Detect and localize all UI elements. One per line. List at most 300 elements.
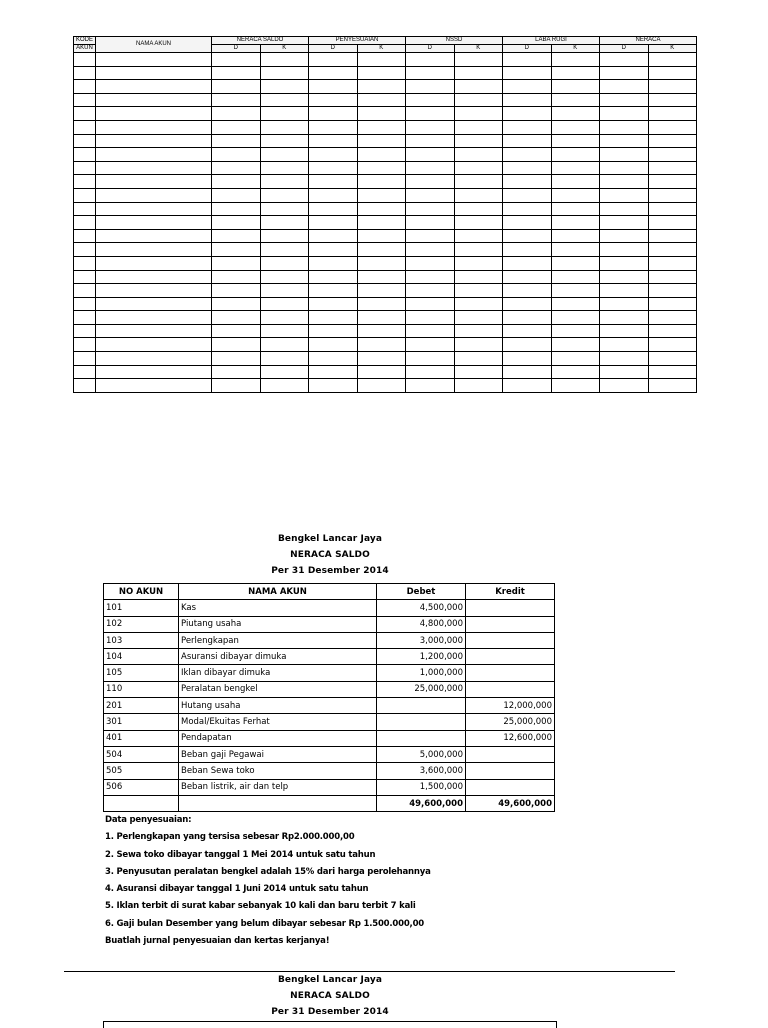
account-credit — [466, 649, 555, 665]
worksheet-cell — [309, 175, 358, 189]
worksheet-cell — [357, 324, 406, 338]
worksheet-cell — [600, 379, 649, 393]
worksheet-cell — [260, 93, 309, 107]
worksheet-cell — [260, 365, 309, 379]
worksheet-cell — [212, 134, 261, 148]
worksheet-cell — [74, 284, 96, 298]
worksheet-cell — [600, 53, 649, 67]
kredit-header: K — [551, 45, 600, 53]
worksheet-cell — [503, 297, 552, 311]
worksheet-cell — [260, 53, 309, 67]
kode-akun-header-top: KODE — [74, 37, 96, 45]
trial-balance-body — [104, 600, 555, 796]
worksheet-cell — [309, 256, 358, 270]
worksheet-cell — [406, 80, 455, 94]
worksheet-cell — [96, 352, 212, 366]
worksheet-cell — [600, 284, 649, 298]
worksheet-cell — [260, 324, 309, 338]
worksheet-cell — [551, 379, 600, 393]
worksheet-cell — [600, 256, 649, 270]
worksheet-cell — [454, 352, 503, 366]
account-row — [104, 746, 555, 762]
kredit-header: K — [454, 45, 503, 53]
account-debit — [377, 698, 466, 714]
worksheet-cell — [260, 379, 309, 393]
repeat-report-period: Per 31 Desember 2014 — [271, 1007, 389, 1017]
worksheet-cell — [74, 229, 96, 243]
total-blank — [104, 795, 179, 811]
worksheet-cell — [96, 53, 212, 67]
account-name: Piutang usaha — [179, 616, 377, 632]
worksheet-cell — [212, 161, 261, 175]
col-nama-akun: NAMA AKUN — [179, 584, 377, 600]
worksheet-row — [74, 80, 697, 94]
worksheet-cell — [357, 229, 406, 243]
worksheet-cell — [96, 188, 212, 202]
worksheet-cell — [454, 175, 503, 189]
repeat-table-top — [103, 1021, 557, 1028]
worksheet-cell — [648, 256, 697, 270]
worksheet-cell — [96, 216, 212, 230]
worksheet-cell — [454, 148, 503, 162]
worksheet-cell — [212, 148, 261, 162]
worksheet-cell — [454, 297, 503, 311]
worksheet-cell — [600, 202, 649, 216]
worksheet-cell — [74, 379, 96, 393]
worksheet-cell — [74, 66, 96, 80]
worksheet-cell — [212, 216, 261, 230]
worksheet-row — [74, 297, 697, 311]
worksheet-cell — [309, 338, 358, 352]
worksheet-cell — [648, 352, 697, 366]
worksheet-cell — [454, 229, 503, 243]
worksheet-cell — [260, 311, 309, 325]
account-number: 504 — [104, 746, 179, 762]
account-name: Modal/Ekuitas Ferhat — [179, 714, 377, 730]
worksheet-cell — [600, 311, 649, 325]
worksheet-cell — [406, 324, 455, 338]
account-debit — [377, 714, 466, 730]
worksheet-cell — [454, 243, 503, 257]
notes-heading: Data penyesuaian: — [105, 815, 192, 825]
worksheet-cell — [74, 324, 96, 338]
worksheet-cell — [309, 311, 358, 325]
account-credit — [466, 681, 555, 697]
account-number: 301 — [104, 714, 179, 730]
worksheet-cell — [357, 161, 406, 175]
account-debit: 3,000,000 — [377, 632, 466, 648]
worksheet-row — [74, 284, 697, 298]
worksheet-cell — [96, 120, 212, 134]
worksheet-cell — [406, 53, 455, 67]
worksheet-cell — [503, 284, 552, 298]
account-credit: 12,600,000 — [466, 730, 555, 746]
worksheet-cell — [600, 352, 649, 366]
debit-header: D — [503, 45, 552, 53]
worksheet-cell — [454, 311, 503, 325]
worksheet-cell — [260, 216, 309, 230]
worksheet-cell — [309, 93, 358, 107]
worksheet-cell — [357, 379, 406, 393]
worksheet-cell — [260, 188, 309, 202]
worksheet-cell — [406, 365, 455, 379]
account-number: 103 — [104, 632, 179, 648]
report-period: Per 31 Desember 2014 — [271, 566, 389, 576]
worksheet-cell — [357, 338, 406, 352]
worksheet-cell — [648, 243, 697, 257]
worksheet-cell — [648, 202, 697, 216]
worksheet-cell — [551, 338, 600, 352]
worksheet-cell — [357, 297, 406, 311]
worksheet-cell — [357, 216, 406, 230]
worksheet-cell — [96, 297, 212, 311]
worksheet-row — [74, 161, 697, 175]
worksheet-cell — [600, 270, 649, 284]
worksheet-cell — [454, 120, 503, 134]
worksheet-cell — [551, 229, 600, 243]
worksheet-cell — [406, 148, 455, 162]
worksheet-cell — [406, 243, 455, 257]
worksheet-cell — [648, 53, 697, 67]
worksheet-cell — [600, 216, 649, 230]
worksheet-cell — [309, 66, 358, 80]
worksheet-cell — [406, 202, 455, 216]
worksheet-cell — [96, 134, 212, 148]
repeat-report-title: NERACA SALDO — [290, 991, 370, 1001]
worksheet-cell — [600, 324, 649, 338]
account-name: Perlengkapan — [179, 632, 377, 648]
account-credit — [466, 746, 555, 762]
worksheet-cell — [212, 120, 261, 134]
worksheet-cell — [309, 284, 358, 298]
worksheet-row — [74, 202, 697, 216]
note-item: 6. Gaji bulan Desember yang belum dibayar sebesar Rp 1.500.000,00 — [105, 918, 425, 929]
worksheet-cell — [600, 297, 649, 311]
debit-header: D — [600, 45, 649, 53]
worksheet-cell — [648, 107, 697, 121]
worksheet-cell — [357, 256, 406, 270]
worksheet-cell — [260, 161, 309, 175]
worksheet-cell — [260, 148, 309, 162]
worksheet-cell — [551, 134, 600, 148]
account-credit — [466, 600, 555, 616]
account-number: 201 — [104, 698, 179, 714]
worksheet-cell — [260, 284, 309, 298]
worksheet-cell — [309, 229, 358, 243]
worksheet-cell — [503, 175, 552, 189]
worksheet-cell — [600, 161, 649, 175]
worksheet-row — [74, 270, 697, 284]
account-row — [104, 681, 555, 697]
worksheet-row — [74, 107, 697, 121]
worksheet-cell — [212, 379, 261, 393]
worksheet-row — [74, 188, 697, 202]
col-debet: Debet — [377, 584, 466, 600]
account-credit: 12,000,000 — [466, 698, 555, 714]
worksheet-cell — [503, 379, 552, 393]
worksheet-cell — [454, 270, 503, 284]
worksheet-cell — [503, 338, 552, 352]
worksheet-row — [74, 120, 697, 134]
worksheet-cell — [648, 134, 697, 148]
account-row — [104, 600, 555, 616]
worksheet-cell — [503, 352, 552, 366]
worksheet-cell — [454, 188, 503, 202]
worksheet-cell — [212, 229, 261, 243]
debit-header: D — [406, 45, 455, 53]
account-credit — [466, 665, 555, 681]
worksheet-cell — [212, 107, 261, 121]
account-credit — [466, 616, 555, 632]
worksheet-cell — [212, 311, 261, 325]
worksheet-cell — [260, 256, 309, 270]
worksheet-body — [74, 53, 697, 393]
worksheet-cell — [454, 202, 503, 216]
worksheet-cell — [309, 107, 358, 121]
col-no-akun: NO AKUN — [104, 584, 179, 600]
account-row — [104, 665, 555, 681]
worksheet-cell — [212, 324, 261, 338]
worksheet-cell — [357, 107, 406, 121]
worksheet-cell — [454, 324, 503, 338]
worksheet-cell — [503, 311, 552, 325]
worksheet-cell — [212, 80, 261, 94]
worksheet-cell — [551, 256, 600, 270]
worksheet-cell — [406, 284, 455, 298]
worksheet-cell — [357, 80, 406, 94]
worksheet-cell — [212, 352, 261, 366]
worksheet-cell — [406, 256, 455, 270]
account-debit: 4,800,000 — [377, 616, 466, 632]
worksheet-cell — [260, 120, 309, 134]
worksheet-row — [74, 365, 697, 379]
worksheet-cell — [357, 202, 406, 216]
worksheet-row — [74, 229, 697, 243]
worksheet-cell — [96, 161, 212, 175]
worksheet-cell — [357, 175, 406, 189]
worksheet-cell — [600, 120, 649, 134]
worksheet-cell — [648, 229, 697, 243]
worksheet-cell — [406, 270, 455, 284]
account-row — [104, 730, 555, 746]
worksheet-cell — [96, 256, 212, 270]
worksheet-cell — [309, 53, 358, 67]
worksheet-cell — [260, 270, 309, 284]
worksheet-cell — [309, 80, 358, 94]
worksheet-row — [74, 53, 697, 67]
worksheet-row — [74, 134, 697, 148]
worksheet-cell — [309, 324, 358, 338]
account-name: Beban Sewa toko — [179, 763, 377, 779]
worksheet-cell — [357, 284, 406, 298]
worksheet-cell — [551, 202, 600, 216]
account-name: Peralatan bengkel — [179, 681, 377, 697]
worksheet-cell — [503, 243, 552, 257]
worksheet-cell — [551, 53, 600, 67]
worksheet-cell — [454, 161, 503, 175]
worksheet-cell — [600, 243, 649, 257]
worksheet-cell — [648, 297, 697, 311]
account-name: Beban gaji Pegawai — [179, 746, 377, 762]
worksheet-cell — [406, 311, 455, 325]
note-item: 3. Penyusutan peralatan bengkel adalah 15% dari harga perolehannya — [105, 866, 431, 877]
worksheet-cell — [357, 243, 406, 257]
worksheet-cell — [551, 270, 600, 284]
account-number: 102 — [104, 616, 179, 632]
account-name: Beban listrik, air dan telp — [179, 779, 377, 795]
worksheet-row — [74, 338, 697, 352]
worksheet-cell — [503, 324, 552, 338]
worksheet-cell — [503, 256, 552, 270]
worksheet-cell — [454, 284, 503, 298]
worksheet-cell — [309, 134, 358, 148]
worksheet-row — [74, 324, 697, 338]
worksheet-cell — [600, 148, 649, 162]
worksheet-cell — [309, 352, 358, 366]
worksheet-cell — [74, 148, 96, 162]
account-debit: 25,000,000 — [377, 681, 466, 697]
worksheet-cell — [212, 297, 261, 311]
worksheet-cell — [309, 270, 358, 284]
worksheet-cell — [260, 134, 309, 148]
worksheet-cell — [212, 256, 261, 270]
worksheet-cell — [551, 107, 600, 121]
worksheet-cell — [648, 161, 697, 175]
worksheet-cell — [454, 338, 503, 352]
worksheet-cell — [260, 243, 309, 257]
total-credit: 49,600,000 — [466, 795, 555, 811]
note-item: 4. Asuransi dibayar tanggal 1 Juni 2014 untuk satu tahun — [105, 884, 369, 895]
worksheet-cell — [96, 93, 212, 107]
worksheet-cell — [406, 297, 455, 311]
worksheet-cell — [96, 66, 212, 80]
worksheet-cell — [74, 270, 96, 284]
worksheet-row — [74, 256, 697, 270]
worksheet-cell — [648, 80, 697, 94]
account-name: Asuransi dibayar dimuka — [179, 649, 377, 665]
worksheet-cell — [357, 134, 406, 148]
worksheet-cell — [357, 365, 406, 379]
worksheet-cell — [212, 243, 261, 257]
worksheet-cell — [648, 338, 697, 352]
worksheet-row — [74, 66, 697, 80]
worksheet-cell — [74, 311, 96, 325]
account-row — [104, 616, 555, 632]
worksheet-cell — [648, 175, 697, 189]
worksheet-cell — [357, 93, 406, 107]
worksheet-cell — [74, 120, 96, 134]
company-name: Bengkel Lancar Jaya — [277, 534, 383, 544]
worksheet-cell — [503, 107, 552, 121]
worksheet-cell — [454, 134, 503, 148]
worksheet-cell — [648, 324, 697, 338]
account-number: 505 — [104, 763, 179, 779]
kredit-header: K — [260, 45, 309, 53]
group-header: LABA RUGI — [503, 37, 600, 45]
worksheet-cell — [357, 352, 406, 366]
worksheet-cell — [551, 324, 600, 338]
worksheet-cell — [74, 134, 96, 148]
adjustment-notes — [105, 812, 431, 950]
account-row — [104, 714, 555, 730]
worksheet-cell — [74, 202, 96, 216]
worksheet-cell — [406, 175, 455, 189]
worksheet-cell — [309, 216, 358, 230]
worksheet-cell — [406, 379, 455, 393]
worksheet-cell — [357, 53, 406, 67]
account-debit: 1,000,000 — [377, 665, 466, 681]
worksheet-cell — [648, 120, 697, 134]
worksheet-cell — [551, 120, 600, 134]
worksheet-table — [73, 36, 697, 393]
worksheet-cell — [600, 365, 649, 379]
worksheet-cell — [454, 53, 503, 67]
worksheet-cell — [96, 175, 212, 189]
report-title: NERACA SALDO — [290, 550, 370, 560]
worksheet-cell — [96, 243, 212, 257]
account-number: 110 — [104, 681, 179, 697]
col-kredit: Kredit — [466, 584, 555, 600]
worksheet-cell — [600, 107, 649, 121]
note-item: 5. Iklan terbit di surat kabar sebanyak 10 kali dan baru terbit 7 kali — [105, 901, 416, 912]
note-item: 1. Perlengkapan yang tersisa sebesar Rp2.000.000,00 — [105, 832, 355, 843]
worksheet-cell — [96, 324, 212, 338]
worksheet-cell — [406, 161, 455, 175]
worksheet-cell — [503, 365, 552, 379]
worksheet-cell — [74, 256, 96, 270]
worksheet-cell — [551, 175, 600, 189]
worksheet-cell — [600, 229, 649, 243]
worksheet-cell — [648, 216, 697, 230]
worksheet-cell — [406, 352, 455, 366]
worksheet-cell — [74, 216, 96, 230]
worksheet-cell — [600, 66, 649, 80]
worksheet-cell — [309, 202, 358, 216]
worksheet-cell — [503, 148, 552, 162]
account-credit — [466, 779, 555, 795]
worksheet-cell — [96, 284, 212, 298]
page-divider — [64, 971, 675, 972]
account-credit — [466, 632, 555, 648]
worksheet-cell — [648, 311, 697, 325]
worksheet-cell — [96, 202, 212, 216]
worksheet-cell — [309, 161, 358, 175]
worksheet-cell — [309, 365, 358, 379]
worksheet-cell — [503, 270, 552, 284]
repeat-company-name: Bengkel Lancar Jaya — [277, 975, 383, 985]
worksheet-cell — [648, 379, 697, 393]
worksheet-cell — [406, 120, 455, 134]
worksheet-cell — [406, 188, 455, 202]
worksheet-row — [74, 379, 697, 393]
worksheet-row — [74, 311, 697, 325]
worksheet-cell — [600, 175, 649, 189]
trial-balance-table — [103, 583, 555, 812]
account-number: 105 — [104, 665, 179, 681]
worksheet-cell — [260, 175, 309, 189]
worksheet-cell — [551, 365, 600, 379]
worksheet-cell — [309, 188, 358, 202]
worksheet-cell — [454, 80, 503, 94]
worksheet-cell — [357, 66, 406, 80]
worksheet-cell — [503, 188, 552, 202]
account-number: 401 — [104, 730, 179, 746]
total-debit: 49,600,000 — [377, 795, 466, 811]
account-name: Iklan dibayar dimuka — [179, 665, 377, 681]
worksheet-cell — [212, 175, 261, 189]
worksheet-cell — [260, 107, 309, 121]
worksheet-cell — [648, 188, 697, 202]
